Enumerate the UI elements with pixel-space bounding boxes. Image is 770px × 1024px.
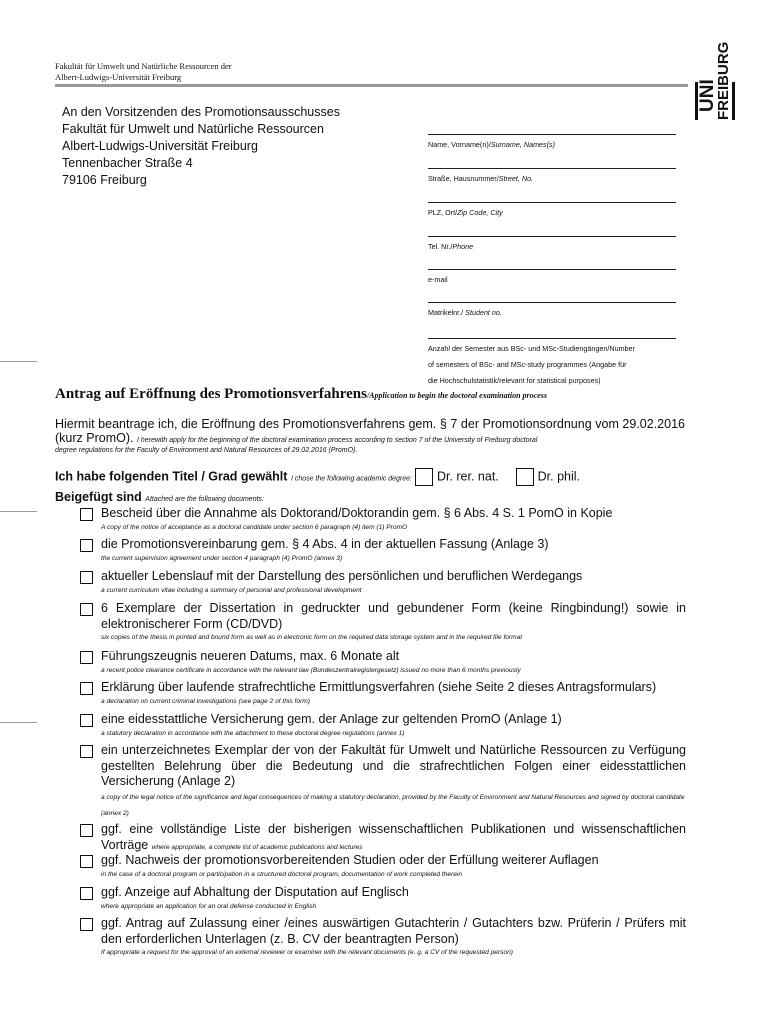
logo-freiburg-text: FREIBURG — [715, 41, 732, 120]
university-logo — [680, 30, 740, 125]
option-dr-phil: Dr. phil. — [537, 469, 581, 484]
item-text-de: ggf. eine vollständige Liste der bisherigen wissenschaftlichen Publikationen und wissenschaftlichen Vorträge — [101, 822, 686, 852]
degree-label: Ich habe folgenden Titel / Grad gewählt — [55, 469, 288, 484]
item-text-de: 6 Exemplare der Dissertation in gedruckter und gebundener Form (keine Ringbindung!) sowie in elektronischerer Form (CD/DVD) — [101, 601, 686, 631]
attachment-checkbox[interactable] — [80, 918, 93, 931]
attachment-checkbox[interactable] — [80, 651, 93, 664]
item-text-en: a copy of the legal notice of the significance and legal consequences of making a statutory declaration, provided by the Faculty of Environment and Natural Resources and signed by doctoral candidate (annex 2) — [101, 793, 685, 817]
item-text-de: aktueller Lebenslauf mit der Darstellung des persönlichen und beruflichen Werdegangs — [101, 569, 583, 583]
item-text-de: ggf. Nachweis der promotionsvorbereitenden Studien oder der Erfüllung weiterer Auflagen — [101, 853, 599, 867]
field-label-en: Zip Code, City — [457, 208, 503, 217]
attachment-checkbox[interactable] — [80, 508, 93, 521]
item-text-en: If appropriate a request for the approval of an external reviewer or examiner with the relevant documents (e. g. a CV of the requested person) — [101, 949, 513, 956]
item-text-en: a statutory declaration in accordance with the attachment to these doctoral degree regulations (annex 1) — [101, 729, 405, 737]
item-text-en: a recent police clearance certificate in accordance with the relevant law (Bundeszentralregistergesetz) issued no more than 6 months previously — [101, 666, 521, 674]
form-title — [55, 386, 547, 403]
field-label: Anzahl der Semester aus BSc- und MSc-Studiengängen/Number — [428, 344, 635, 353]
zip-city-field[interactable] — [428, 202, 676, 217]
item-text-en: six copies of the thesis in printed and bound form as well as in electronic form on the required data storage system and in the required file format — [101, 634, 523, 641]
attachment-checkbox[interactable] — [80, 539, 93, 552]
attachment-checkbox[interactable] — [80, 571, 93, 584]
attachment-item — [80, 743, 686, 822]
recipient-address — [62, 104, 340, 189]
attachment-checkbox[interactable] — [80, 714, 93, 727]
logo-uni-text: UNI — [697, 79, 718, 112]
margin-mark — [0, 511, 37, 512]
address-line: Tennenbacher Straße 4 — [62, 156, 193, 170]
attachment-item — [80, 601, 686, 643]
attached-label: Beigefügt sind — [55, 490, 142, 504]
email-field[interactable] — [428, 269, 676, 284]
attachment-item — [80, 537, 686, 564]
checkbox-dr-rer-nat[interactable] — [415, 468, 433, 486]
attached-heading — [55, 490, 264, 504]
attachment-item — [80, 885, 686, 912]
item-text-de: die Promotionsvereinbarung gem. § 4 Abs. 4 in der aktuellen Fassung (Anlage 3) — [101, 537, 549, 551]
semester-count-field[interactable] — [428, 338, 676, 389]
intro-paragraph — [55, 417, 685, 448]
field-label-en: Student no. — [465, 308, 502, 317]
attachment-checkbox[interactable] — [80, 887, 93, 900]
field-label: e-mail — [428, 275, 448, 284]
item-text-en: where appropriate, a complete list of academic publications and lectures — [151, 843, 363, 851]
item-text-de: ggf. Anzeige auf Abhaltung der Disputation auf Englisch — [101, 885, 409, 899]
item-text-en: in the case of a doctoral program or participation in a structured doctoral program, documentation of work completed therein — [101, 870, 463, 878]
attachment-item — [80, 649, 686, 676]
intro-text-de: Hiermit beantrage ich, die Eröffnung des Promotionsverfahrens gem. § 7 der Promotionsordnung vom 29.02.2016 (kurz PromO). — [55, 417, 685, 445]
attachment-item — [80, 822, 686, 855]
intro-text-en-continued: degree regulations for the Faculty of Environment and Natural Resources of 29.02.2016 (PromO). — [55, 447, 358, 454]
field-label: of semesters of BSc- and MSc-study programmes (Angabe für — [428, 360, 627, 369]
attachment-item — [80, 569, 686, 596]
attachment-item — [80, 853, 686, 880]
field-label: die Hochschulstatistik/relevant for statistical purposes) — [428, 376, 601, 385]
attachment-item — [80, 680, 686, 707]
item-text-de: Führungszeugnis neueren Datums, max. 6 Monate alt — [101, 649, 400, 663]
item-text-de: eine eidesstattliche Versicherung gem. der Anlage zur geltenden PromO (Anlage 1) — [101, 712, 562, 726]
form-title-en: /Application to begin the doctoral examination process — [366, 391, 547, 400]
attachment-checkbox[interactable] — [80, 824, 93, 837]
field-label-en: Street, No. — [498, 174, 534, 183]
item-text-de: ein unterzeichnetes Exemplar der von der Fakultät für Umwelt und Natürliche Ressourcen zu Verfügung gestellten Belehrung über die Bedeutung und die strafrechtlichen Folgen einer eidesstattlichen Versicherung (Anlage 2) — [101, 743, 686, 788]
address-line: An den Vorsitzenden des Promotionsausschusses — [62, 105, 340, 119]
attachment-checkbox[interactable] — [80, 682, 93, 695]
attached-label-en: Attached are the following documents: — [145, 496, 264, 503]
header-divider — [55, 84, 688, 87]
item-text-en: A copy of the notice of acceptance as a doctoral candidate under section 6 paragraph (4) item (1) PromO — [101, 523, 408, 531]
phone-field[interactable] — [428, 236, 676, 251]
item-text-en: where appropriate an application for an oral defense conducted in English — [101, 902, 317, 910]
form-title-de: Antrag auf Eröffnung des Promotionsverfahrens — [55, 386, 367, 402]
field-label-en: Surname, Names(s) — [490, 140, 556, 149]
attachment-item — [80, 712, 686, 739]
field-label: Straße, Hausnummer/ — [428, 174, 499, 183]
degree-selection — [55, 468, 580, 486]
intro-text-en: I herewith apply for the beginning of the doctoral examination process according to section 7 of the University of Freiburg doctoral — [136, 437, 538, 444]
item-text-de: Bescheid über die Annahme als Doktorand/Doktorandin gem. § 6 Abs. 4 S. 1 PomO in Kopie — [101, 506, 613, 520]
attachment-item — [80, 506, 686, 533]
attachment-checkbox[interactable] — [80, 855, 93, 868]
item-text-en: a current curriculum vitae including a summary of personal and professional development — [101, 586, 362, 594]
name-field[interactable] — [428, 134, 676, 149]
field-label: Name, Vorname(n)/ — [428, 140, 491, 149]
margin-mark — [0, 722, 37, 723]
street-field[interactable] — [428, 168, 676, 183]
option-dr-rer-nat: Dr. rer. nat. — [436, 469, 499, 484]
field-label: Tel. Nr./ — [428, 242, 453, 251]
faculty-name — [55, 61, 232, 83]
faculty-line-1: Fakultät für Umwelt und Natürliche Ressourcen der — [55, 61, 232, 71]
field-label-en: Phone — [452, 242, 474, 251]
item-text-de: Erklärung über laufende strafrechtliche Ermittlungsverfahren (siehe Seite 2 dieses Antragsformulars) — [101, 680, 657, 694]
address-line: Fakultät für Umwelt und Natürliche Ressourcen — [62, 122, 324, 136]
field-label: PLZ, Ort/ — [428, 208, 458, 217]
faculty-line-2: Albert-Ludwigs-Universität Freiburg — [55, 72, 182, 82]
field-label: Matrikelnr./ — [428, 308, 466, 317]
student-number-field[interactable] — [428, 302, 676, 317]
attachment-checkbox[interactable] — [80, 603, 93, 616]
attachment-item — [80, 916, 686, 958]
address-line: 79106 Freiburg — [62, 173, 147, 187]
attachment-checkbox[interactable] — [80, 745, 93, 758]
item-text-en: the current supervision agreement under section 4 paragraph (4) PromO (annex 3) — [101, 554, 343, 562]
checkbox-dr-phil[interactable] — [516, 468, 534, 486]
item-text-en: a declaration on current criminal investigations (see page 2 of this form) — [101, 697, 310, 705]
item-text-de: ggf. Antrag auf Zulassung einer /eines auswärtigen Gutachterin / Gutachters bzw. Prüferin / Prüfers mit den erforderlichen Unterlagen (z. B. CV der beantragten Person) — [101, 916, 686, 946]
address-line: Albert-Ludwigs-Universität Freiburg — [62, 139, 258, 153]
degree-label-en: I chose the following academic degree: — [290, 475, 412, 483]
margin-mark — [0, 361, 37, 362]
